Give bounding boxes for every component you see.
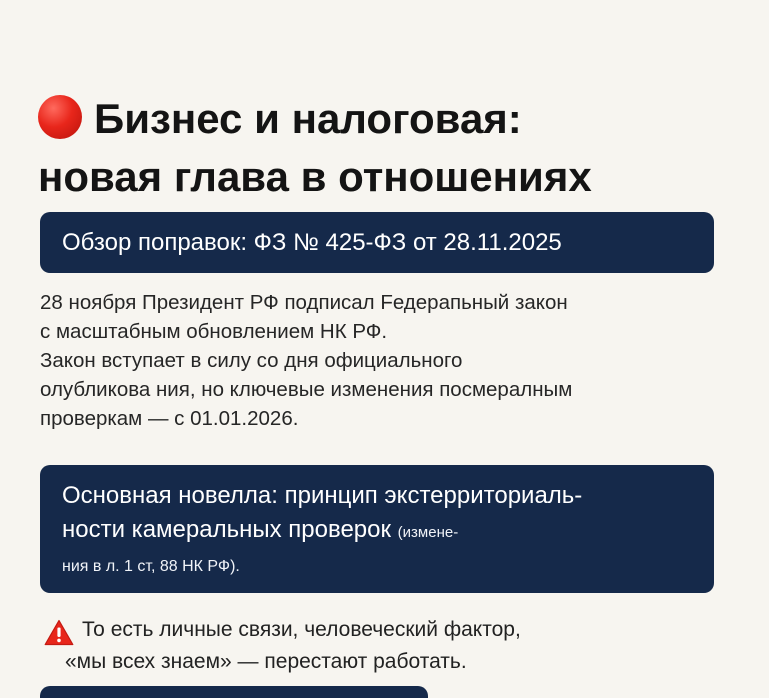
page-title bbox=[38, 90, 758, 206]
amendments-banner: Обзор поправок: ФЗ № 425-ФЗ от 28.11.2025 bbox=[40, 212, 714, 273]
novella-line-2 bbox=[62, 513, 692, 550]
intro-line: с масштабным обновлением НК РФ. bbox=[40, 320, 388, 343]
next-block-edge bbox=[40, 686, 428, 698]
novella-line-2-main: ности камеральных проверок bbox=[62, 516, 398, 543]
novella-line-2-small: (измене- bbox=[397, 524, 459, 541]
red-circle-icon bbox=[38, 95, 82, 139]
intro-line: Закон вступает в силу со дня официального bbox=[40, 349, 463, 372]
warning-triangle-icon bbox=[44, 619, 74, 646]
intro-paragraph bbox=[40, 288, 740, 433]
title-line-1-text: Бизнес и налоговая: bbox=[94, 95, 522, 143]
title-line-1 bbox=[38, 90, 758, 148]
novella-box bbox=[40, 465, 714, 593]
intro-line: проверкам — с 01.01.2026. bbox=[40, 407, 299, 430]
warning-note bbox=[44, 614, 744, 678]
novella-line-3: ния в л. 1 ст, 88 НК РФ). bbox=[62, 558, 240, 575]
intro-line: олубликова ния, но ключевые изменения посмералным bbox=[40, 378, 573, 401]
novella-line-1: Основная новелла: принцип экстерриториаль- bbox=[62, 482, 583, 509]
warning-line-1: То есть личные связи, человеческий фактор, bbox=[82, 618, 521, 641]
title-line-2: новая глава в отношениях bbox=[38, 153, 592, 201]
intro-line: 28 ноября Президент РФ подписал Fедерапьный закон bbox=[40, 291, 568, 314]
warning-line-2: «мы всех знаем» — перестают работать. bbox=[65, 650, 467, 673]
